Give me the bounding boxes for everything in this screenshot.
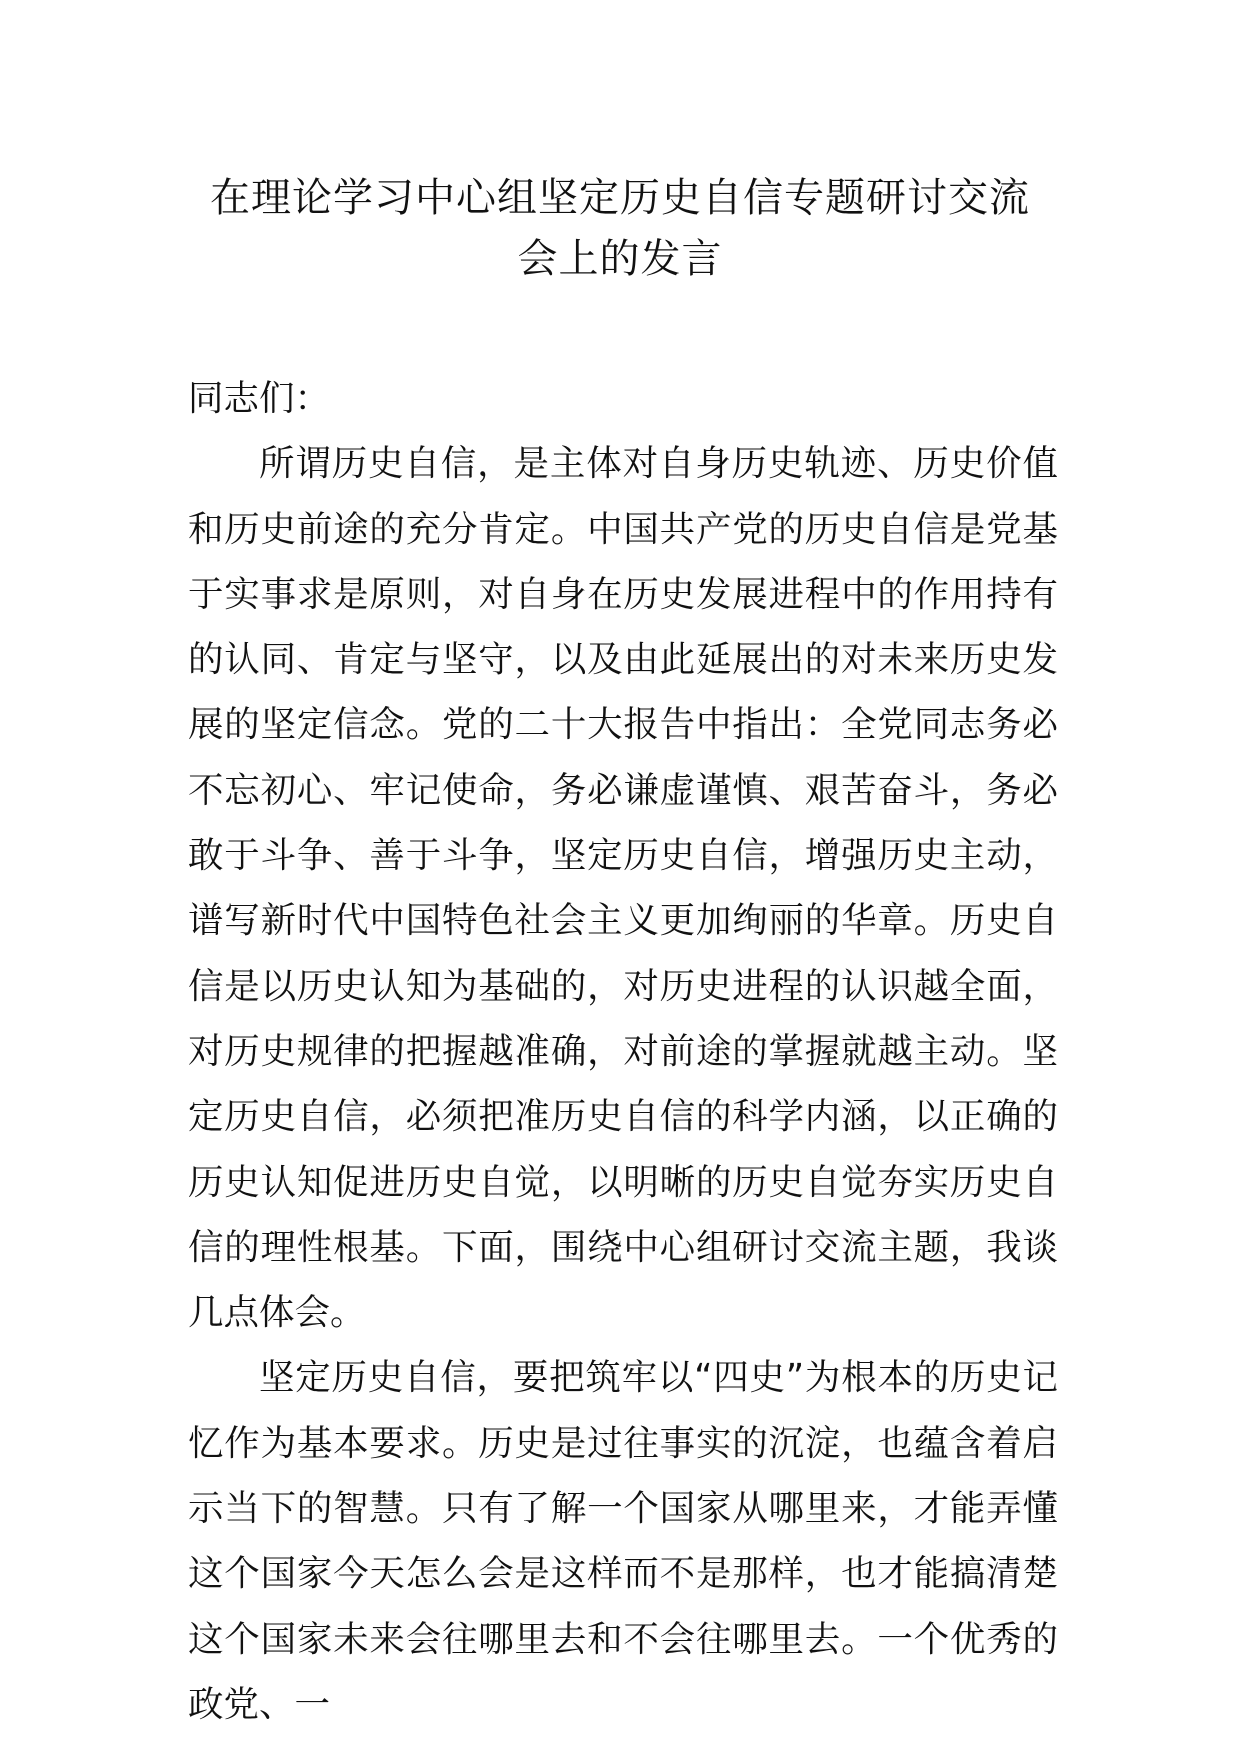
document-title [180,168,1060,290]
document-body [188,366,1058,1737]
title-line-1: 在理论学习中心组坚定历史自信专题研讨交流 [210,175,1030,221]
paragraph-2: 坚定历史自信，要把筑牢以“四史”为根本的历史记忆作为基本要求。历史是过往事实的沉淀，也蕴含着启示当下的智慧。只有了解一个国家从哪里来，才能弄懂这个国家今天怎么会是这样而不是那样，也才能搞清楚这个国家未来会往哪里去和不会往哪里去。一个优秀的政党、一 [188,1357,1058,1725]
title-line-2: 会上的发言 [517,236,723,282]
salutation: 同志们： [188,378,331,419]
paragraph-1: 所谓历史自信，是主体对自身历史轨迹、历史价值和历史前途的充分肯定。中国共产党的历史自信是党基于实事求是原则，对自身在历史发展进程中的作用持有的认同、肯定与坚守，以及由此延展出的对未来历史发展的坚定信念。党的二十大报告中指出：全党同志务必不忘初心、牢记使命，务必谦虚谨慎、艰苦奋斗，务必敢于斗争、善于斗争，坚定历史自信，增强历史主动，谱写新时代中国特色社会主义更加绚丽的华章。历史自信是以历史认知为基础的，对历史进程的认识越全面，对历史规律的把握越准确，对前途的掌握就越主动。坚定历史自信，必须把准历史自信的科学内涵，以正确的历史认知促进历史自觉，以明晰的历史自觉夯实历史自信的理性根基。下面，围绕中心组研讨交流主题，我谈几点体会。 [188,443,1058,1334]
